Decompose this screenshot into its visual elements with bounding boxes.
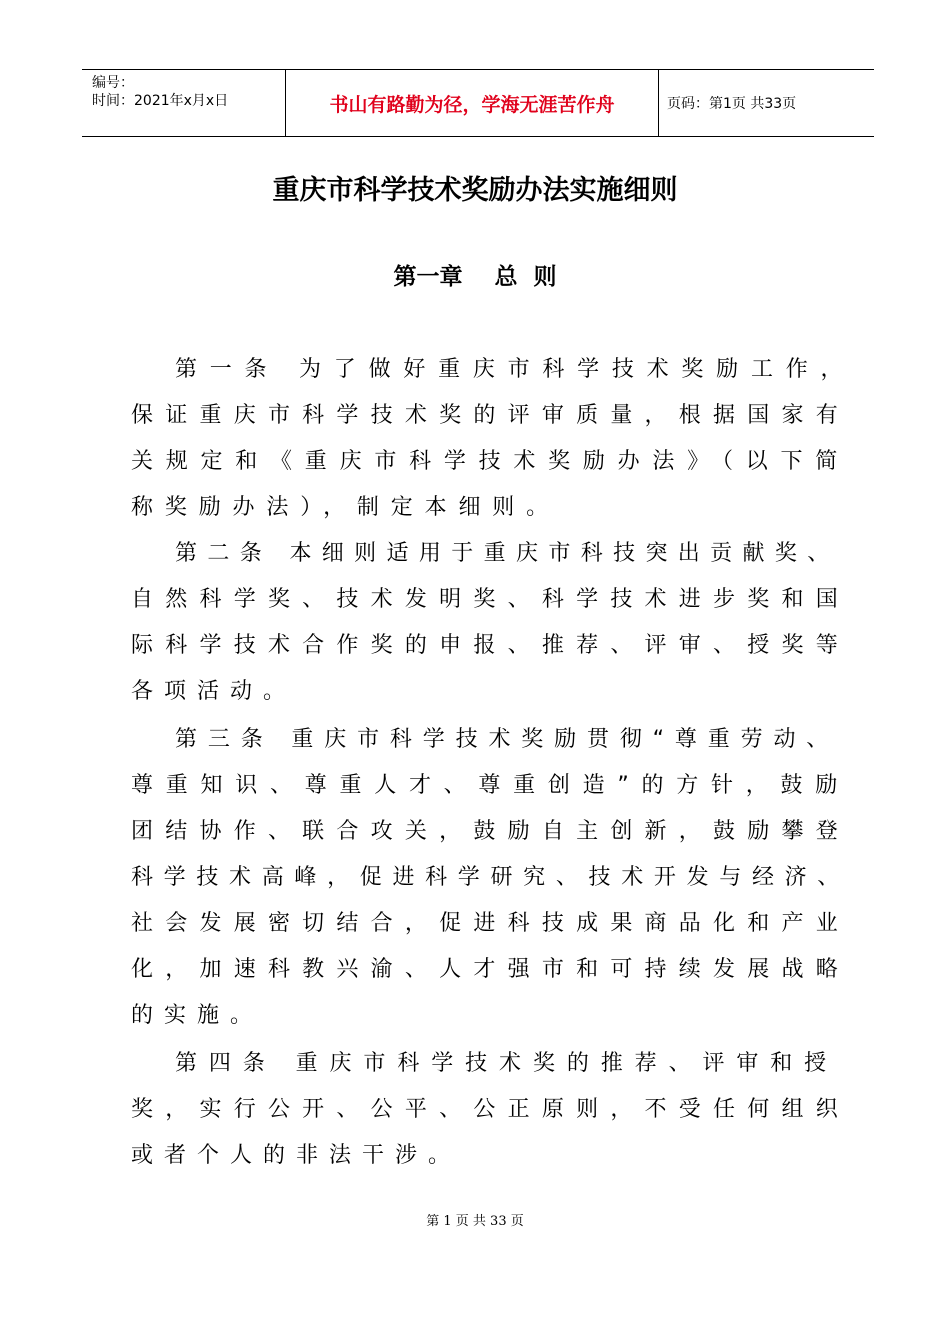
body-line: 各项活动。 (131, 679, 296, 704)
body-line: 科学技术高峰，促进科学研究、技术开发与经济、 (131, 865, 850, 890)
body-line: 的实施。 (131, 1003, 263, 1028)
body-line: 或者个人的非法干涉。 (131, 1143, 461, 1168)
body-line: 化，加速科教兴渝、人才强市和可持续发展战略 (131, 957, 850, 982)
body-line: 关规定和《重庆市科学技术奖励办法》（以下简 (131, 449, 850, 474)
body-line: 自然科学奖、技术发明奖、科学技术进步奖和国 (131, 587, 850, 612)
body-line: 团结协作、联合攻关，鼓励自主创新，鼓励攀登 (131, 819, 850, 844)
body-line: 际科学技术合作奖的申报、推荐、评审、授奖等 (131, 633, 850, 658)
body-line: 社会发展密切结合，促进科技成果商品化和产业 (131, 911, 850, 936)
header-page-cell (659, 70, 874, 136)
header-meta (82, 70, 286, 136)
body-line: 第三条 重庆市科学技术奖励贯彻“尊重劳动、 (175, 727, 840, 752)
body-line: 称奖励办法），制定本细则。 (131, 495, 560, 520)
document-header (82, 69, 874, 137)
chapter-heading: 第一章 总 则 (393, 264, 557, 290)
time-label: 时间：2021年x月x日 (92, 93, 229, 109)
body-line: 第四条 重庆市科学技术奖的推荐、评审和授 (175, 1051, 839, 1076)
body-line: 第一条 为了做好重庆市科学技术奖励工作， (175, 357, 856, 382)
motto: 书山有路勤为径，学海无涯苦作舟 (329, 93, 615, 116)
page-info: 页码：第1页 共33页 (667, 96, 797, 112)
body-line: 奖，实行公开、公平、公正原则，不受任何组织 (131, 1097, 850, 1122)
header-motto-cell (286, 70, 659, 136)
page-footer: 第 1 页 共 33 页 (426, 1214, 524, 1229)
number-label: 编号： (92, 75, 134, 91)
body-line: 尊重知识、尊重人才、尊重创造”的方针，鼓励 (131, 773, 850, 798)
document-title: 重庆市科学技术奖励办法实施细则 (272, 175, 678, 206)
body-line: 保证重庆市科学技术奖的评审质量，根据国家有 (131, 403, 850, 428)
body-line: 第二条 本细则适用于重庆市科技突出贡献奖、 (175, 541, 840, 566)
